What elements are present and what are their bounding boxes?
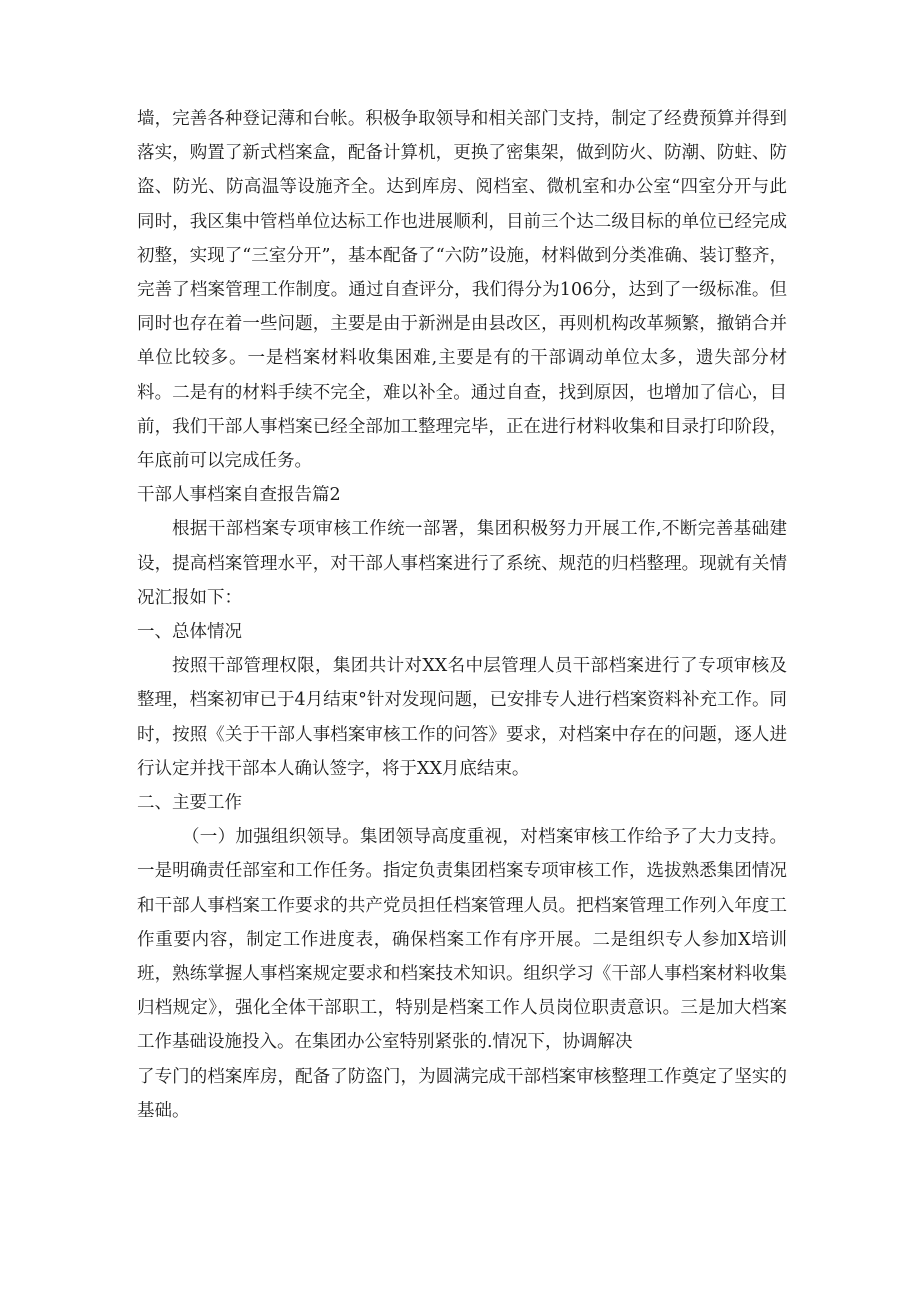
body-paragraph: 墙，完善各种登记薄和台帐。积极争取领导和相关部门支持，制定了经费预算并得到落实，购置了新式档案盒，配备计算机，更换了密集架，做到防火、防潮、防蛀、防盗、防光、防高温等设施齐全。达到库房、阅档室、微机室和办公室“四室分开与此同时，我区集中管档单位达标工作也进展顺利，目前三个达二级目标的单位已经完成初整，实现了“三室分开”，基本配备了“六防”设施，材料做到分类准确、装订整齐，完善了档案管理工作制度。通过自查评分，我们得分为106分，达到了一级标准。但同时也存在着一些问题，主要是由于新洲是由县改区，再则机构改革频繁，撤销合并单位比较多。一是档案材料收集困难,主要是有的干部调动单位太多，遗失部分材料。二是有的材料手续不完全，难以补全。通过自查，找到原因，也增加了信心，目前，我们干部人事档案已经全部加工整理完毕，正在进行材料收集和目录打印阶段，年底前可以完成任务。	[137, 109, 787, 472]
section-title: 干部人事档案自查报告篇2	[137, 485, 341, 506]
document-body	[137, 102, 787, 1128]
body-paragraph: 根据干部档案专项审核工作统一部署，集团积极努力开展工作,不断完善基础建设，提高档案管理水平，对干部人事档案进行了系统、规范的归档整理。现就有关情况汇报如下：	[137, 519, 787, 608]
body-paragraph: 了专门的档案库房，配备了防盗门，为圆满完成干部档案审核整理工作奠定了坚实的基础。	[137, 1066, 787, 1121]
body-paragraph: 按照干部管理权限，集团共计对XX名中层管理人员干部档案进行了专项审核及整理，档案初审已于4月结束°针对发现问题，已安排专人进行档案资料补充工作。同时，按照《关于干部人事档案审核工作的问答》要求，对档案中存在的问题，逐人进行认定并找干部本人确认签字，将于XX月底结束。	[137, 656, 787, 779]
body-paragraph: （一）加强组织领导。集团领导高度重视，对档案审核工作给予了大力支持。一是明确责任部室和工作任务。指定负责集团档案专项审核工作，选拔熟悉集团情况和干部人事档案工作要求的共产党员担任档案管理人员。把档案管理工作列入年度工作重要内容，制定工作进度表，确保档案工作有序开展。二是组织专人参加X培训班，熟练掌握人事档案规定要求和档案技术知识。组织学习《干部人事档案材料收集归档规定》，强化全体干部职工，特别是档案工作人员岗位职责意识。三是加大档案工作基础设施投入。在集团办公室特别紧张的.情况下，协调解决	[137, 827, 787, 1053]
section-heading: 二、主要工作	[137, 793, 242, 814]
section-heading: 一、总体情况	[137, 622, 242, 643]
